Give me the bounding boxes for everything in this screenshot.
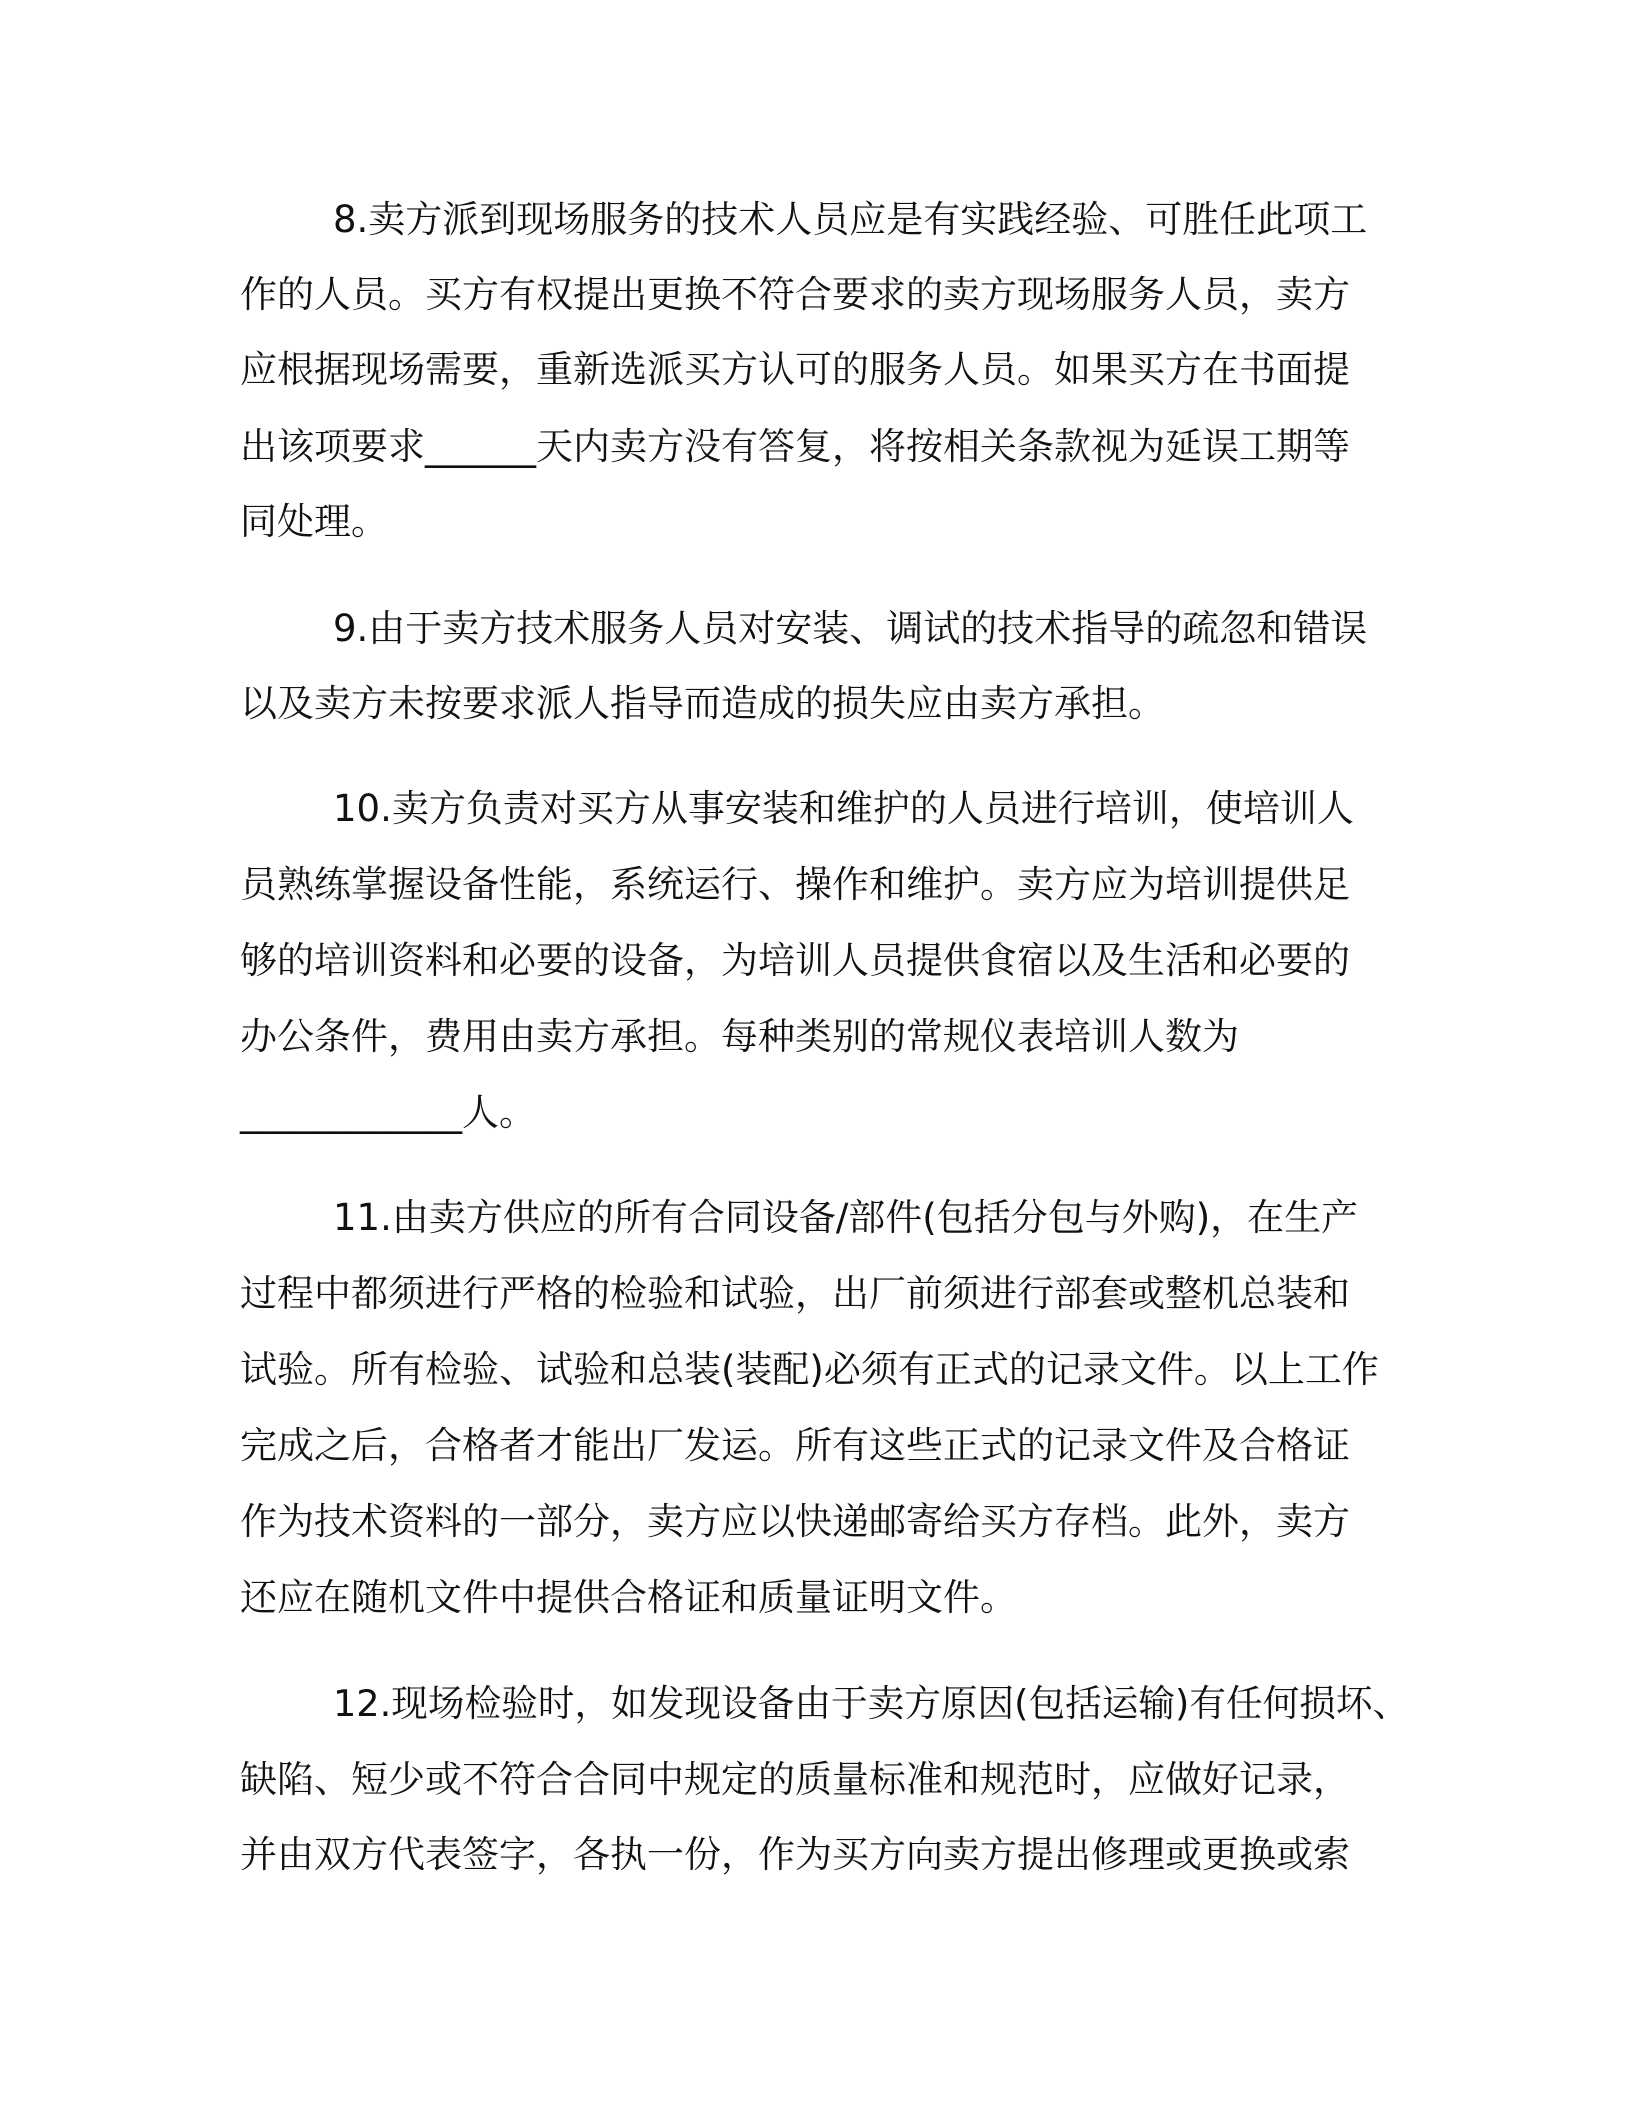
paragraph-line: 并由双方代表签字，各执一份，作为买方向卖方提出修理或更换或索 <box>240 1833 1350 1876</box>
paragraph-line: 还应在随机文件中提供合格证和质量证明文件。 <box>240 1576 1017 1619</box>
paragraph-line: 9.由于卖方技术服务人员对安装、调试的技术指导的疏忽和错误 <box>333 607 1368 650</box>
paragraph-line: 作的人员。买方有权提出更换不符合要求的卖方现场服务人员，卖方 <box>240 273 1350 316</box>
paragraph-line: 应根据现场需要，重新选派买方认可的服务人员。如果买方在书面提 <box>240 348 1350 391</box>
paragraph-line: 以及卖方未按要求派人指导而造成的损失应由卖方承担。 <box>240 682 1165 725</box>
paragraph-line: 10.卖方负责对买方从事安装和维护的人员进行培训，使培训人 <box>333 787 1354 830</box>
paragraph-line: 作为技术资料的一部分，卖方应以快递邮寄给买方存档。此外，卖方 <box>240 1500 1350 1543</box>
paragraph-line: 同处理。 <box>240 500 388 543</box>
paragraph-line: 试验。所有检验、试验和总装(装配)必须有正式的记录文件。以上工作 <box>240 1348 1379 1391</box>
paragraph-line: 8.卖方派到现场服务的技术人员应是有实践经验、可胜任此项工 <box>333 198 1368 241</box>
paragraph-line: 11.由卖方供应的所有合同设备/部件(包括分包与外购)，在生产 <box>333 1196 1359 1239</box>
paragraph-line: 缺陷、短少或不符合合同中规定的质量标准和规范时，应做好记录， <box>240 1758 1350 1801</box>
paragraph-line: ____________人。 <box>240 1091 536 1134</box>
paragraph-line: 办公条件，费用由卖方承担。每种类别的常规仪表培训人数为 <box>240 1015 1239 1058</box>
paragraph-line: 完成之后，合格者才能出厂发运。所有这些正式的记录文件及合格证 <box>240 1424 1350 1467</box>
paragraph-line: 12.现场检验时，如发现设备由于卖方原因(包括运输)有任何损坏、 <box>333 1682 1410 1725</box>
paragraph-line: 过程中都须进行严格的检验和试验，出厂前须进行部套或整机总装和 <box>240 1272 1350 1315</box>
paragraph-line: 出该项要求______天内卖方没有答复，将按相关条款视为延误工期等 <box>240 425 1350 468</box>
paragraph-line: 够的培训资料和必要的设备，为培训人员提供食宿以及生活和必要的 <box>240 939 1350 982</box>
paragraph-line: 员熟练掌握设备性能，系统运行、操作和维护。卖方应为培训提供足 <box>240 863 1350 906</box>
